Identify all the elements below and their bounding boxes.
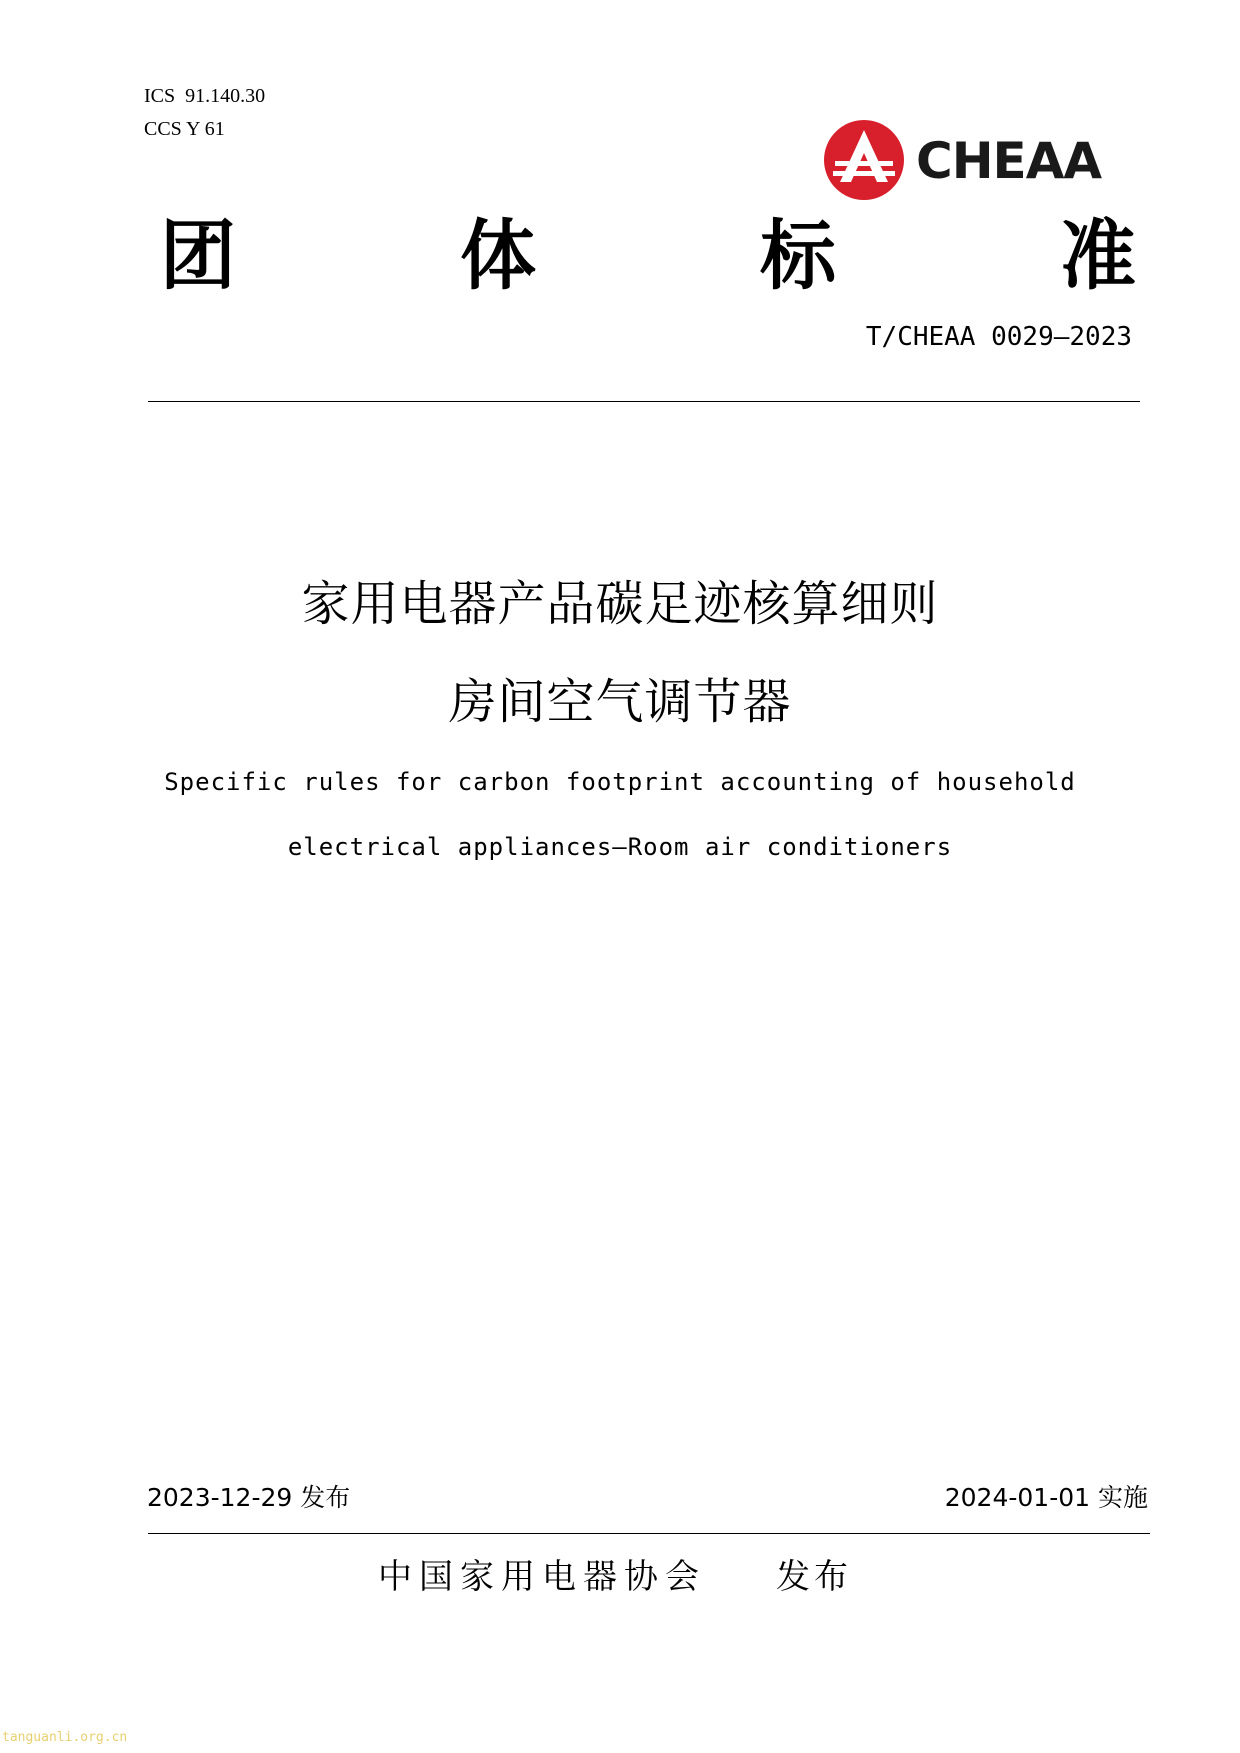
ics-code: ICS 91.140.30 [144,85,266,107]
bottom-divider [148,1533,1150,1534]
heading-char: 标 [760,211,836,300]
english-title-line-1: Specific rules for carbon footprint accounting of household [164,768,1076,796]
top-divider [148,401,1140,402]
standard-number: T/CHEAA 0029—2023 [865,322,1132,352]
implementation-date: 2024-01-01 实施 [944,1483,1148,1512]
publisher [378,1552,852,1602]
cheaa-logo [824,118,1124,202]
heading-char: 体 [460,211,536,300]
heading-char: 团 [160,211,236,300]
chinese-title-line-1: 家用电器产品碳足迹核算细则 [301,576,939,632]
ccs-code: CCS Y 61 [144,118,225,140]
document-type-heading [160,212,1136,300]
english-title-line-2: electrical appliances—Room air conditioners [287,833,953,861]
watermark: tanguanli.org.cn [2,1730,128,1745]
publisher-suffix: 发布 [776,1557,852,1597]
heading-char: 准 [1060,211,1136,300]
chinese-title-line-2: 房间空气调节器 [448,674,792,730]
logo-wordmark: CHEAA [916,132,1102,190]
publish-date: 2023-12-29 发布 [147,1483,351,1512]
publisher-name: 中国家用电器协会 [378,1557,706,1597]
